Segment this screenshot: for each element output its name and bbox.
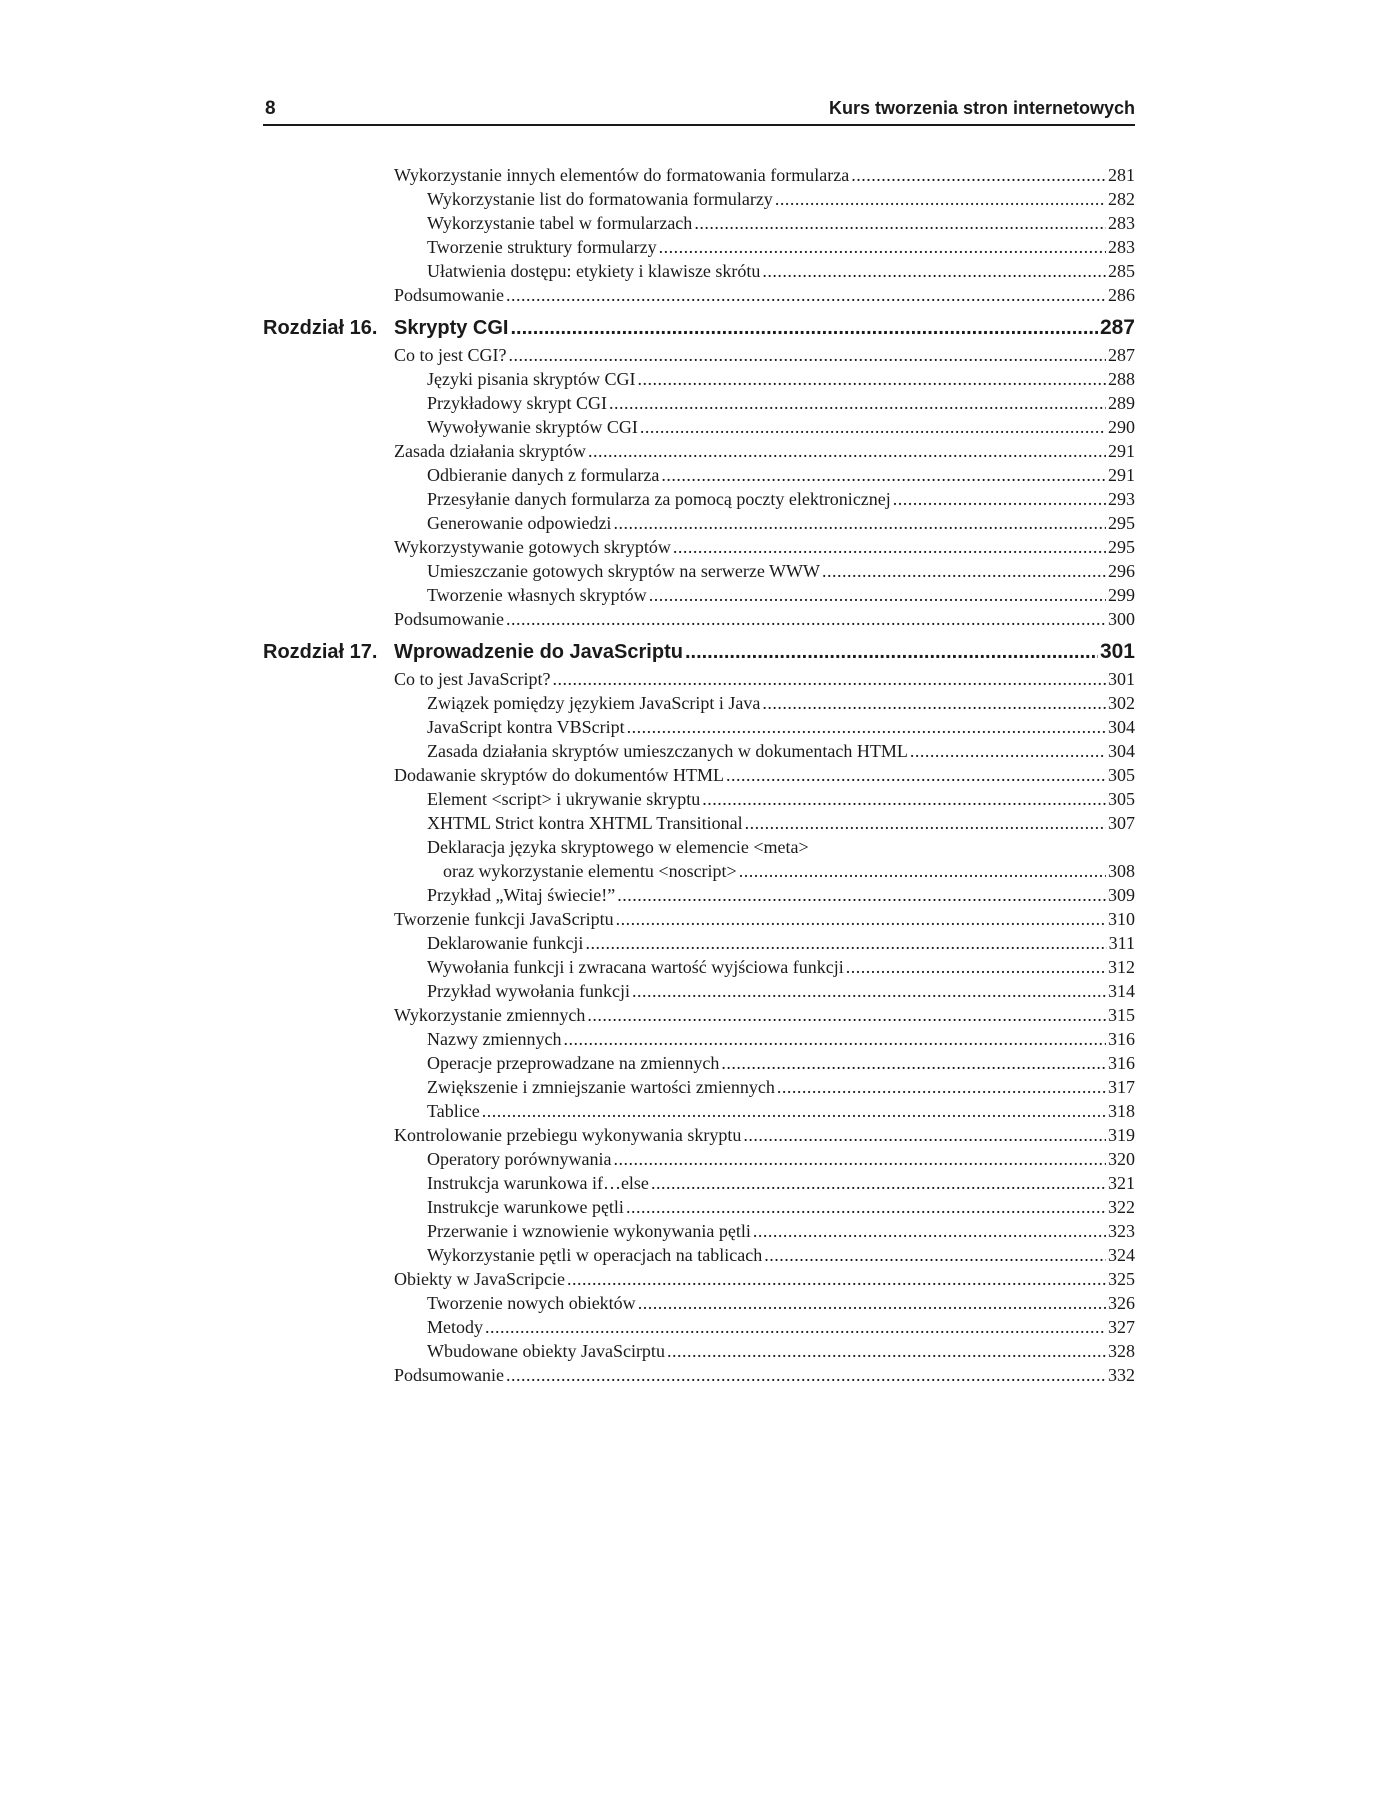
toc-page-number: 316	[1108, 1053, 1135, 1073]
toc-entry-title: Wywołania funkcji i zwracana wartość wyjściowa funkcji	[427, 957, 844, 977]
toc-entry	[263, 535, 1135, 559]
dot-leader	[587, 1003, 1106, 1027]
dot-leader	[910, 739, 1106, 763]
dot-leader	[567, 1267, 1106, 1291]
dot-leader	[893, 487, 1106, 511]
dot-leader	[685, 637, 1098, 667]
dot-leader	[764, 1243, 1106, 1267]
dot-leader	[745, 811, 1106, 835]
toc-page-number: 289	[1108, 393, 1135, 413]
toc-page-number: 304	[1108, 717, 1135, 737]
toc-entry	[263, 187, 1135, 211]
toc-entry-title: Operacje przeprowadzane na zmiennych	[427, 1053, 720, 1073]
dot-leader	[775, 187, 1106, 211]
dot-leader	[661, 463, 1106, 487]
book-title: Kurs tworzenia stron internetowych	[828, 98, 1135, 118]
toc-entry	[263, 283, 1135, 307]
toc-entry-title: Wbudowane obiekty JavaScirptu	[427, 1341, 665, 1361]
dot-leader	[506, 1363, 1106, 1387]
toc-entry	[263, 811, 1135, 835]
toc-entry	[263, 1027, 1135, 1051]
toc-entry	[263, 883, 1135, 907]
toc-entry-title: Zwiększenie i zmniejszanie wartości zmiennych	[427, 1077, 775, 1097]
toc-entry-title: Kontrolowanie przebiegu wykonywania skryptu	[394, 1125, 742, 1145]
toc-page-number: 310	[1108, 909, 1135, 929]
toc-page-number: 326	[1108, 1293, 1135, 1313]
toc-page-number: 288	[1108, 369, 1135, 389]
toc-page-number: 287	[1108, 345, 1135, 365]
toc-entry-title: JavaScript kontra VBScript	[427, 717, 625, 737]
toc-entry-title: Umieszczanie gotowych skryptów na serwerze WWW	[427, 561, 821, 581]
dot-leader	[753, 1219, 1106, 1243]
dot-leader	[673, 535, 1106, 559]
toc-page-number: 308	[1108, 861, 1135, 881]
toc-entry-title: Operatory porównywania	[427, 1149, 612, 1169]
dot-leader	[510, 313, 1097, 343]
dot-leader	[627, 715, 1106, 739]
toc-entry	[263, 763, 1135, 787]
toc-page-number: 302	[1108, 693, 1135, 713]
toc-entry	[263, 739, 1135, 763]
dot-leader	[743, 1123, 1106, 1147]
toc-entry-title: Instrukcje warunkowe pętli	[427, 1197, 624, 1217]
dot-leader	[649, 583, 1106, 607]
dot-leader	[762, 691, 1106, 715]
toc-entry-title: Co to jest CGI?	[394, 345, 507, 365]
toc-page-number: 323	[1108, 1221, 1135, 1241]
toc-page-number: 301	[1108, 669, 1135, 689]
toc-entry-title: Wprowadzenie do JavaScriptu	[394, 641, 683, 663]
toc-page-number: 322	[1108, 1197, 1135, 1217]
toc-page-number: 281	[1108, 165, 1135, 185]
toc-entry-title: Tablice	[427, 1101, 480, 1121]
toc-entry-title: Tworzenie nowych obiektów	[427, 1293, 636, 1313]
toc-page-number: 296	[1108, 561, 1135, 581]
toc-entry	[263, 235, 1135, 259]
dot-leader	[609, 391, 1106, 415]
toc-entry-title: Podsumowanie	[394, 1365, 504, 1385]
toc-entry-title: Wykorzystanie zmiennych	[394, 1005, 586, 1025]
page-number: 8	[265, 98, 276, 119]
dot-leader	[651, 1171, 1106, 1195]
toc-entry-title: Wywoływanie skryptów CGI	[427, 417, 638, 437]
dot-leader	[702, 787, 1106, 811]
toc-page-number: 293	[1108, 489, 1135, 509]
dot-leader	[585, 931, 1106, 955]
toc-entry-title: Podsumowanie	[394, 609, 504, 629]
toc-entry	[263, 1099, 1135, 1123]
toc-page-number: 317	[1108, 1077, 1135, 1097]
toc-entry-title: Tworzenie własnych skryptów	[427, 585, 647, 605]
toc-page-number: 325	[1108, 1269, 1135, 1289]
toc-chapter-heading	[263, 637, 1135, 667]
toc-entry-title: Nazwy zmiennych	[427, 1029, 562, 1049]
toc-entry-title: Dodawanie skryptów do dokumentów HTML	[394, 765, 724, 785]
toc-page-number: 283	[1108, 237, 1135, 257]
toc-entry	[263, 1363, 1135, 1387]
dot-leader	[721, 1051, 1106, 1075]
toc-page-number: 285	[1108, 261, 1135, 281]
toc-entry	[263, 1171, 1135, 1195]
toc-entry	[263, 163, 1135, 187]
dot-leader	[563, 1027, 1106, 1051]
toc-page-number: 314	[1108, 981, 1135, 1001]
toc-entry	[263, 1051, 1135, 1075]
dot-leader	[613, 511, 1106, 535]
dot-leader	[694, 211, 1106, 235]
toc-entry	[263, 955, 1135, 979]
toc-entry-title: Wykorzystanie list do formatowania formularzy	[427, 189, 773, 209]
toc-page-number: 305	[1108, 765, 1135, 785]
toc-entry-title: Tworzenie funkcji JavaScriptu	[394, 909, 614, 929]
toc-page-number: 311	[1108, 933, 1135, 953]
table-of-contents	[263, 163, 1135, 1387]
toc-entry-title: Deklarowanie funkcji	[427, 933, 584, 953]
toc-entry	[263, 1315, 1135, 1339]
toc-entry	[263, 607, 1135, 631]
toc-entry-title: Przerwanie i wznowienie wykonywania pętli	[427, 1221, 751, 1241]
toc-page-number: 299	[1108, 585, 1135, 605]
toc-entry	[263, 415, 1135, 439]
toc-entry-title: Deklaracja języka skryptowego w elemencie <meta>	[427, 837, 809, 857]
toc-entry-title: Związek pomiędzy językiem JavaScript i Java	[427, 693, 761, 713]
toc-entry-title: oraz wykorzystanie elementu <noscript>	[443, 861, 737, 881]
toc-page-number: 291	[1108, 465, 1135, 485]
toc-entry	[263, 1219, 1135, 1243]
toc-entry-title: Wykorzystanie pętli w operacjach na tablicach	[427, 1245, 763, 1265]
dot-leader	[552, 667, 1106, 691]
toc-page-number: 316	[1108, 1029, 1135, 1049]
dot-leader	[637, 367, 1106, 391]
toc-entry	[263, 979, 1135, 1003]
dot-leader	[617, 883, 1106, 907]
toc-entry	[263, 391, 1135, 415]
toc-page-number: 312	[1108, 957, 1135, 977]
toc-entry	[263, 1267, 1135, 1291]
toc-entry	[263, 1003, 1135, 1027]
toc-entry-title: Element <script> i ukrywanie skryptu	[427, 789, 701, 809]
toc-entry	[263, 1147, 1135, 1171]
toc-page-number: 295	[1108, 513, 1135, 533]
toc-entry	[263, 907, 1135, 931]
dot-leader	[632, 979, 1106, 1003]
toc-page-number: 309	[1108, 885, 1135, 905]
dot-leader	[588, 439, 1106, 463]
toc-page-number: 332	[1108, 1365, 1135, 1385]
toc-entry	[263, 343, 1135, 367]
toc-entry	[263, 859, 1135, 883]
toc-entry-title: Przykład „Witaj świecie!”	[427, 885, 616, 905]
toc-entry	[263, 1123, 1135, 1147]
toc-entry	[263, 835, 1135, 859]
toc-entry	[263, 583, 1135, 607]
toc-page-number: 287	[1099, 316, 1135, 339]
toc-entry-title: Przykład wywołania funkcji	[427, 981, 630, 1001]
toc-entry-title: Metody	[427, 1317, 483, 1337]
toc-entry	[263, 211, 1135, 235]
dot-leader	[616, 907, 1106, 931]
dot-leader	[506, 607, 1106, 631]
toc-page-number: 319	[1108, 1125, 1135, 1145]
toc-entry-title: Przesyłanie danych formularza za pomocą poczty elektronicznej	[427, 489, 891, 509]
toc-page-number: 320	[1108, 1149, 1135, 1169]
toc-entry	[263, 1339, 1135, 1363]
dot-leader	[485, 1315, 1106, 1339]
dot-leader	[777, 1075, 1106, 1099]
toc-entry-title: Obiekty w JavaScripcie	[394, 1269, 565, 1289]
toc-entry	[263, 1291, 1135, 1315]
toc-page-number: 290	[1108, 417, 1135, 437]
toc-entry	[263, 259, 1135, 283]
toc-entry	[263, 367, 1135, 391]
dot-leader	[762, 259, 1106, 283]
dot-leader	[659, 235, 1106, 259]
toc-entry-title: XHTML Strict kontra XHTML Transitional	[427, 813, 743, 833]
toc-entry	[263, 667, 1135, 691]
dot-leader	[640, 415, 1106, 439]
toc-entry-title: Wykorzystywanie gotowych skryptów	[394, 537, 671, 557]
toc-entry	[263, 511, 1135, 535]
toc-page-number: 327	[1108, 1317, 1135, 1337]
dot-leader	[506, 283, 1106, 307]
toc-entry-title: Tworzenie struktury formularzy	[427, 237, 657, 257]
toc-entry-title: Języki pisania skryptów CGI	[427, 369, 636, 389]
toc-entry-title: Przykładowy skrypt CGI	[427, 393, 607, 413]
toc-entry-title: Wykorzystanie innych elementów do formatowania formularza	[394, 165, 850, 185]
toc-entry	[263, 715, 1135, 739]
toc-entry-title: Wykorzystanie tabel w formularzach	[427, 213, 693, 233]
toc-page-number: 321	[1108, 1173, 1135, 1193]
toc-entry-title: Ułatwienia dostępu: etykiety i klawisze skrótu	[427, 261, 761, 281]
dot-leader	[638, 1291, 1106, 1315]
dot-leader	[482, 1099, 1106, 1123]
toc-entry-title: Odbieranie danych z formularza	[427, 465, 660, 485]
toc-entry-title: Podsumowanie	[394, 285, 504, 305]
toc-entry	[263, 487, 1135, 511]
dot-leader	[739, 859, 1106, 883]
dot-leader	[509, 343, 1107, 367]
toc-entry	[263, 463, 1135, 487]
toc-page-number: 305	[1108, 789, 1135, 809]
toc-page-number: 282	[1108, 189, 1135, 209]
dot-leader	[667, 1339, 1106, 1363]
toc-page-number: 283	[1108, 213, 1135, 233]
toc-page-number: 318	[1108, 1101, 1135, 1121]
dot-leader	[626, 1195, 1106, 1219]
toc-page-number: 295	[1108, 537, 1135, 557]
toc-entry-title: Instrukcja warunkowa if…else	[427, 1173, 649, 1193]
toc-entry-title: Co to jest JavaScript?	[394, 669, 551, 689]
toc-entry	[263, 931, 1135, 955]
toc-page-number: 328	[1108, 1341, 1135, 1361]
toc-entry	[263, 1075, 1135, 1099]
toc-entry-title: Generowanie odpowiedzi	[427, 513, 612, 533]
toc-entry-title: Skrypty CGI	[394, 317, 509, 339]
toc-entry-title: Zasada działania skryptów umieszczanych w dokumentach HTML	[427, 741, 908, 761]
chapter-number: Rozdział 16.	[263, 317, 378, 339]
dot-leader	[851, 163, 1106, 187]
toc-entry	[263, 1195, 1135, 1219]
running-header	[263, 96, 1135, 126]
toc-page-number: 304	[1108, 741, 1135, 761]
toc-entry	[263, 1243, 1135, 1267]
toc-entry	[263, 559, 1135, 583]
toc-page-number: 324	[1108, 1245, 1135, 1265]
dot-leader	[822, 559, 1106, 583]
toc-page-number: 300	[1108, 609, 1135, 629]
chapter-number: Rozdział 17.	[263, 641, 378, 663]
toc-page-number: 301	[1099, 640, 1135, 663]
toc-page-number: 315	[1108, 1005, 1135, 1025]
toc-entry	[263, 439, 1135, 463]
toc-page-number: 307	[1108, 813, 1135, 833]
dot-leader	[846, 955, 1106, 979]
toc-page-number: 291	[1108, 441, 1135, 461]
toc-entry	[263, 691, 1135, 715]
toc-chapter-heading	[263, 313, 1135, 343]
toc-entry	[263, 787, 1135, 811]
toc-page-number: 286	[1108, 285, 1135, 305]
dot-leader	[726, 763, 1106, 787]
toc-entry-title: Zasada działania skryptów	[394, 441, 586, 461]
dot-leader	[613, 1147, 1106, 1171]
